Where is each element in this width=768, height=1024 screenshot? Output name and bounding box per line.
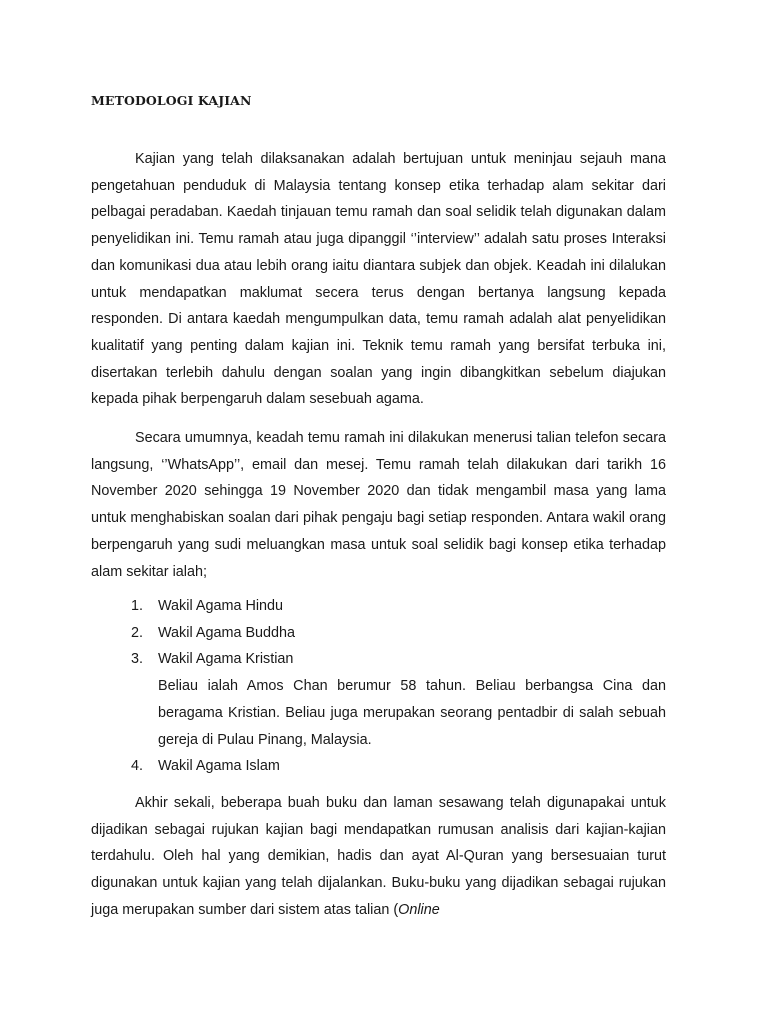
paragraph-references-text: Akhir sekali, beberapa buah buku dan laman sesawang telah digunapakai untuk dijadikan sebagai rujukan kajian bagi mendapatkan rumusan analisis dari kajian-kajian terdahulu. Oleh hal yang demikian, hadis dan ayat Al-Quran yang bersesuaian turut digunakan untuk kajian yang telah dijalankan. Buku-buku yang dijadikan sebagai rujukan juga merupakan sumber dari sistem atas talian (	[91, 795, 666, 918]
page-title: METODOLOGI KAJIAN	[91, 93, 252, 108]
list-item-number: 3.	[131, 651, 144, 668]
list-item-number: 1.	[131, 598, 144, 614]
list-item-description: Beliau ialah Amos Chan berumur 58 tahun. Beliau berbangsa Cina dan beragama Kristian. Beliau juga merupakan seorang pentadbir di salah sebuah gereja di Pulau Pinang, Malaysia.	[158, 678, 666, 748]
list-item-text: Wakil Agama Buddha	[158, 624, 296, 641]
list-item-number: 2.	[131, 624, 144, 641]
list-item-text: Wakil Agama Islam	[158, 758, 280, 775]
paragraph-method: Secara umumnya, keadah temu ramah ini dilakukan menerusi talian telefon secara langsung, ‘’WhatsApp’’, email dan mesej. Temu ramah telah dilakukan dari tarikh 16 November 2020 sehingga 19 November 2020 dan tidak mengambil masa yang lama untuk menghabiskan soalan dari pihak pengaju bagi setiap responden. Antara wakil orang berpengaruh yang sudi meluangkan masa untuk soal selidik bagi konsep etika terhadap alam sekitar ialah;	[91, 430, 666, 580]
list-item-text: Wakil Agama Kristian	[158, 651, 294, 668]
paragraph-references-italic: Online	[398, 901, 440, 918]
list-item	[131, 753, 666, 780]
paragraph-intro: Kajian yang telah dilaksanakan adalah bertujuan untuk meninjau sejauh mana pengetahuan penduduk di Malaysia tentang konsep etika terhadap alam sekitar dari pelbagai peradaban. Kaedah tinjauan temu ramah dan soal selidik telah digunakan dalam penyelidikan ini. Temu ramah atau juga dipanggil ‘’interview’’ adalah satu proses Interaksi dan komunikasi dua atau lebih orang iaitu diantara subjek dan objek. Keadah ini dilalukan untuk mendapatkan maklumat secera terus dengan bertanya langsung kepada responden. Di antara kaedah mengumpulkan data, temu ramah adalah alat penyelidikan kualitatif yang penting dalam kajian ini. Teknik temu ramah yang bersifat terbuka ini, disertakan terlebih dahulu dengan soalan yang ingin dibangkitkan sebelum diajukan kepada pihak berpengaruh dalam sesebuah agama.	[91, 151, 666, 408]
list-item	[131, 593, 666, 620]
respondent-list	[131, 593, 666, 780]
paragraph-references	[91, 790, 666, 924]
list-item	[131, 620, 666, 647]
list-item	[131, 646, 666, 753]
list-item-number: 4.	[131, 758, 144, 775]
list-item-text: Wakil Agama Hindu	[158, 598, 284, 614]
